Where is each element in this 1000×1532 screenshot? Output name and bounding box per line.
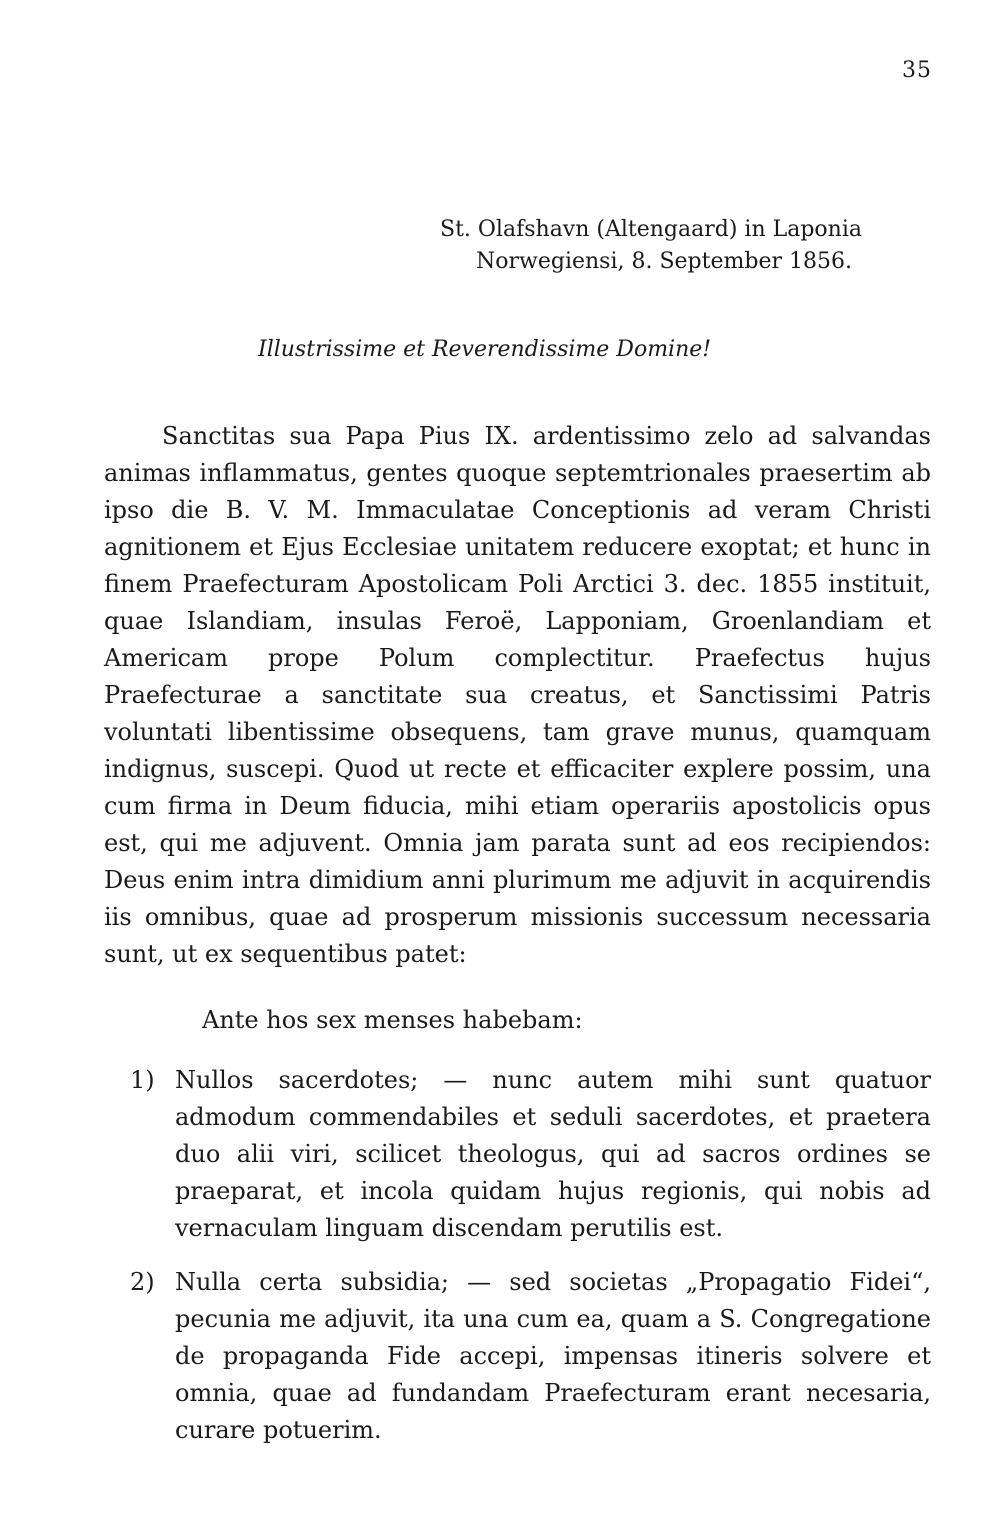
dateline — [440, 214, 900, 278]
dateline-line-1: St. Olafshavn (Altengaard) in Laponia — [440, 217, 862, 242]
dateline-line-2: Norwegiensi, 8. September 1856. — [476, 249, 852, 274]
page-number: 35 — [902, 58, 932, 83]
list-item — [130, 1062, 931, 1247]
list-item-number: 2) — [130, 1268, 155, 1296]
list-item-text: Nulla certa subsidia; — sed societas „Propagatio Fidei“, pecunia me adjuvit, ita una cum ea, quam a S. Congregatione de propaganda Fide accepi, impensas itineris solvere et omnia, quae ad fundandam Praefecturam erant necesaria, curare potuerim. — [175, 1268, 931, 1444]
list-item-text: Nullos sacerdotes; — nunc autem mihi sunt quatuor admodum commendabiles et seduli sacerdotes, et praetera duo alii viri, scilicet theologus, qui ad sacros ordines se praeparat, et incola quidam hujus regionis, qui nobis ad vernaculam linguam discendam perutilis est. — [175, 1066, 931, 1242]
main-paragraph: Sanctitas sua Papa Pius IX. ardentissimo zelo ad salvandas animas inflammatus, gentes quoque septemtrionales praesertim ab ipso die B. V. M. Immaculatae Conceptionis ad veram Christi agnitionem et Ejus Ecclesiae unitatem reducere exoptat; et hunc in finem Praefecturam Apostolicam Poli Arctici 3. dec. 1855 instituit, quae Islandiam, insulas Feroë, Lapponiam, Groenlandiam et Americam prope Polum complectitur. Praefectus hujus Praefecturae a sanctitate sua creatus, et Sanctissimi Patris voluntati libentissime obsequens, tam grave munus, quamquam indignus, suscepi. Quod ut recte et efficaciter explere possim, una cum firma in Deum fiducia, mihi etiam operariis apostolicis opus est, qui me adjuvent. Omnia jam parata sunt ad eos recipiendos: Deus enim intra dimidium anni plurimum me adjuvit in acquirendis iis omnibus, quae ad prosperum missionis successum necessaria sunt, ut ex sequentibus patet: — [104, 422, 931, 968]
list-intro: Ante hos sex menses habebam: — [202, 1006, 583, 1034]
list-item-number: 1) — [130, 1066, 155, 1094]
salutation: Illustrissime et Reverendissime Domine! — [258, 337, 712, 362]
list-item — [130, 1264, 931, 1449]
